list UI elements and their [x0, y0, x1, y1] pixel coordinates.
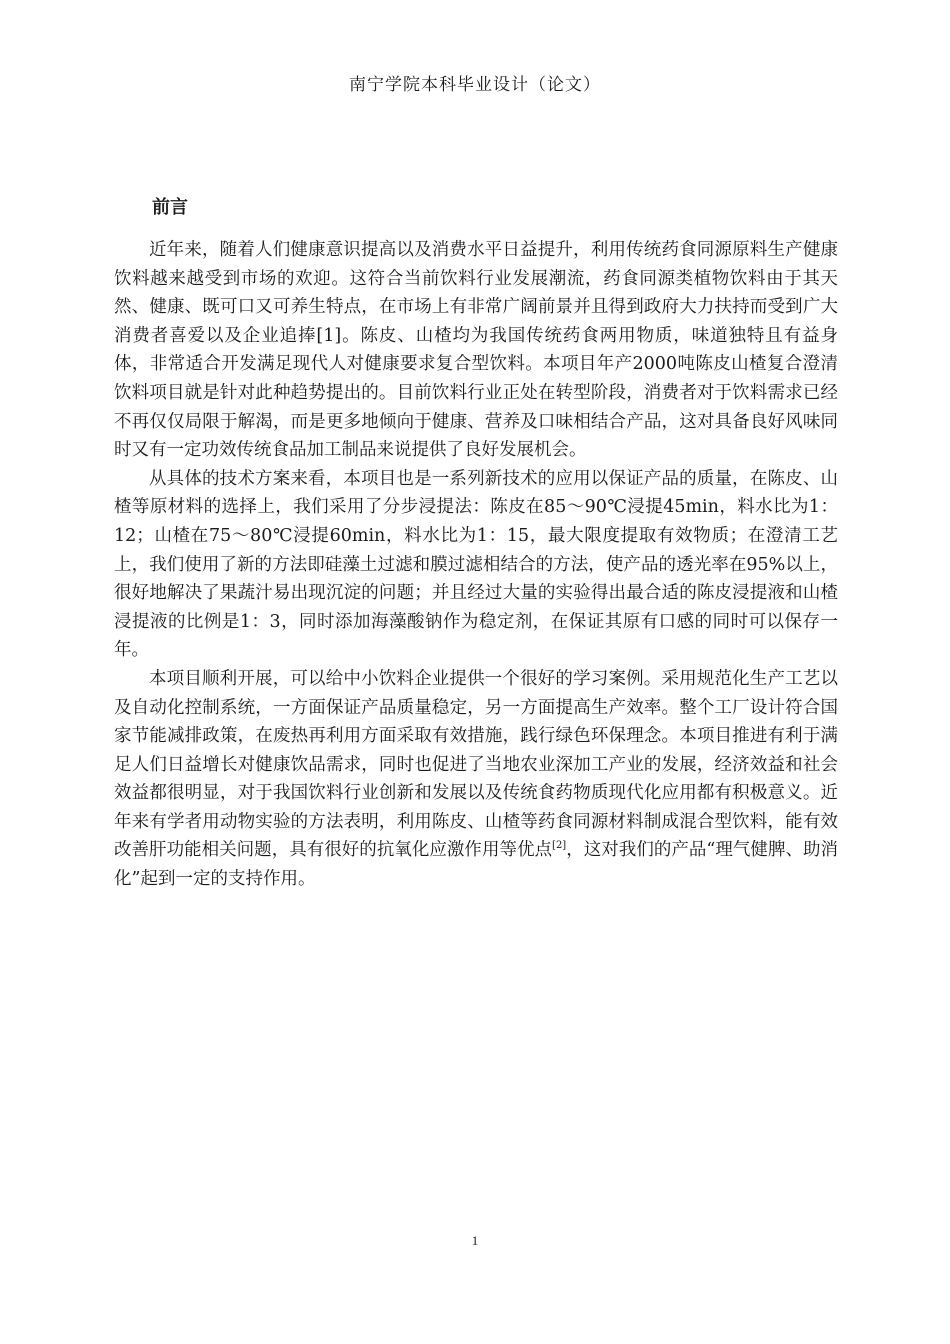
page-number: 1	[471, 1233, 479, 1248]
citation-superscript: [2]	[552, 840, 567, 852]
paragraph-1: 近年来，随着人们健康意识提高以及消费水平日益提升，利用传统药食同源原料生产健康饮料越来越受到市场的欢迎。这符合当前饮料行业发展潮流，药食同源类植物饮料由于其天然、健康、既可口又可养生特点，在市场上有非常广阔前景并且得到政府大力扶持而受到广大消费者喜爱以及企业追捧[1]。陈皮、山楂均为我国传统药食两用物质，味道独特且有益身体，非常适合开发满足现代人对健康要求复合型饮料。本项目年产2000吨陈皮山楂复合澄清饮料项目就是针对此种趋势提出的。目前饮料行业正处在转型阶段，消费者对于饮料需求已经不再仅仅局限于解渴，而是更多地倾向于健康、营养及口味相结合产品，这对具备良好风味同时又有一定功效传统食品加工制品来说提供了良好发展机会。	[114, 240, 838, 461]
paragraph-3-text-b: ，这对我们的产品“理气健脾、助消化”起到一定的支持作用。	[114, 840, 839, 890]
page-header-title: 南宁学院本科毕业设计（论文）	[349, 75, 601, 95]
section-heading: 前言	[152, 197, 188, 218]
body-text	[114, 236, 838, 894]
paragraph-3	[114, 665, 838, 894]
paragraph-3-text-a: 本项目顺利开展，可以给中小饮料企业提供一个很好的学习案例。采用规范化生产工艺以及自动化控制系统，一方面保证产品质量稳定，另一方面提高生产效率。整个工厂设计符合国家节能减排政策，在废热再利用方面采取有效措施，践行绿色环保理念。本项目推进有利于满足人们日益增长对健康饮品需求，同时也促进了当地农业深加工产业的发展，经济效益和社会效益都很明显，对于我国饮料行业创新和发展以及传统食药物质现代化应用都有积极意义。近年来有学者用动物实验的方法表明，利用陈皮、山楂等药食同源材料制成混合型饮料，能有效改善肝功能相关问题，具有很好的抗氧化应激作用等优点	[114, 668, 838, 861]
paragraph-2: 从具体的技术方案来看，本项目也是一系列新技术的应用以保证产品的质量，在陈皮、山楂等原材料的选择上，我们采用了分步浸提法：陈皮在85～90℃浸提45min，料水比为1：12；山楂在75～80℃浸提60min，料水比为1：15，最大限度提取有效物质；在澄清工艺上，我们使用了新的方法即硅藻土过滤和膜过滤相结合的方法，使产品的透光率在95%以上，很好地解决了果蔬汁易出现沉淀的问题；并且经过大量的实验得出最合适的陈皮浸提液和山楂浸提液的比例是1：3，同时添加海藻酸钠作为稳定剂，在保证其原有口感的同时可以保存一年。	[114, 468, 838, 661]
